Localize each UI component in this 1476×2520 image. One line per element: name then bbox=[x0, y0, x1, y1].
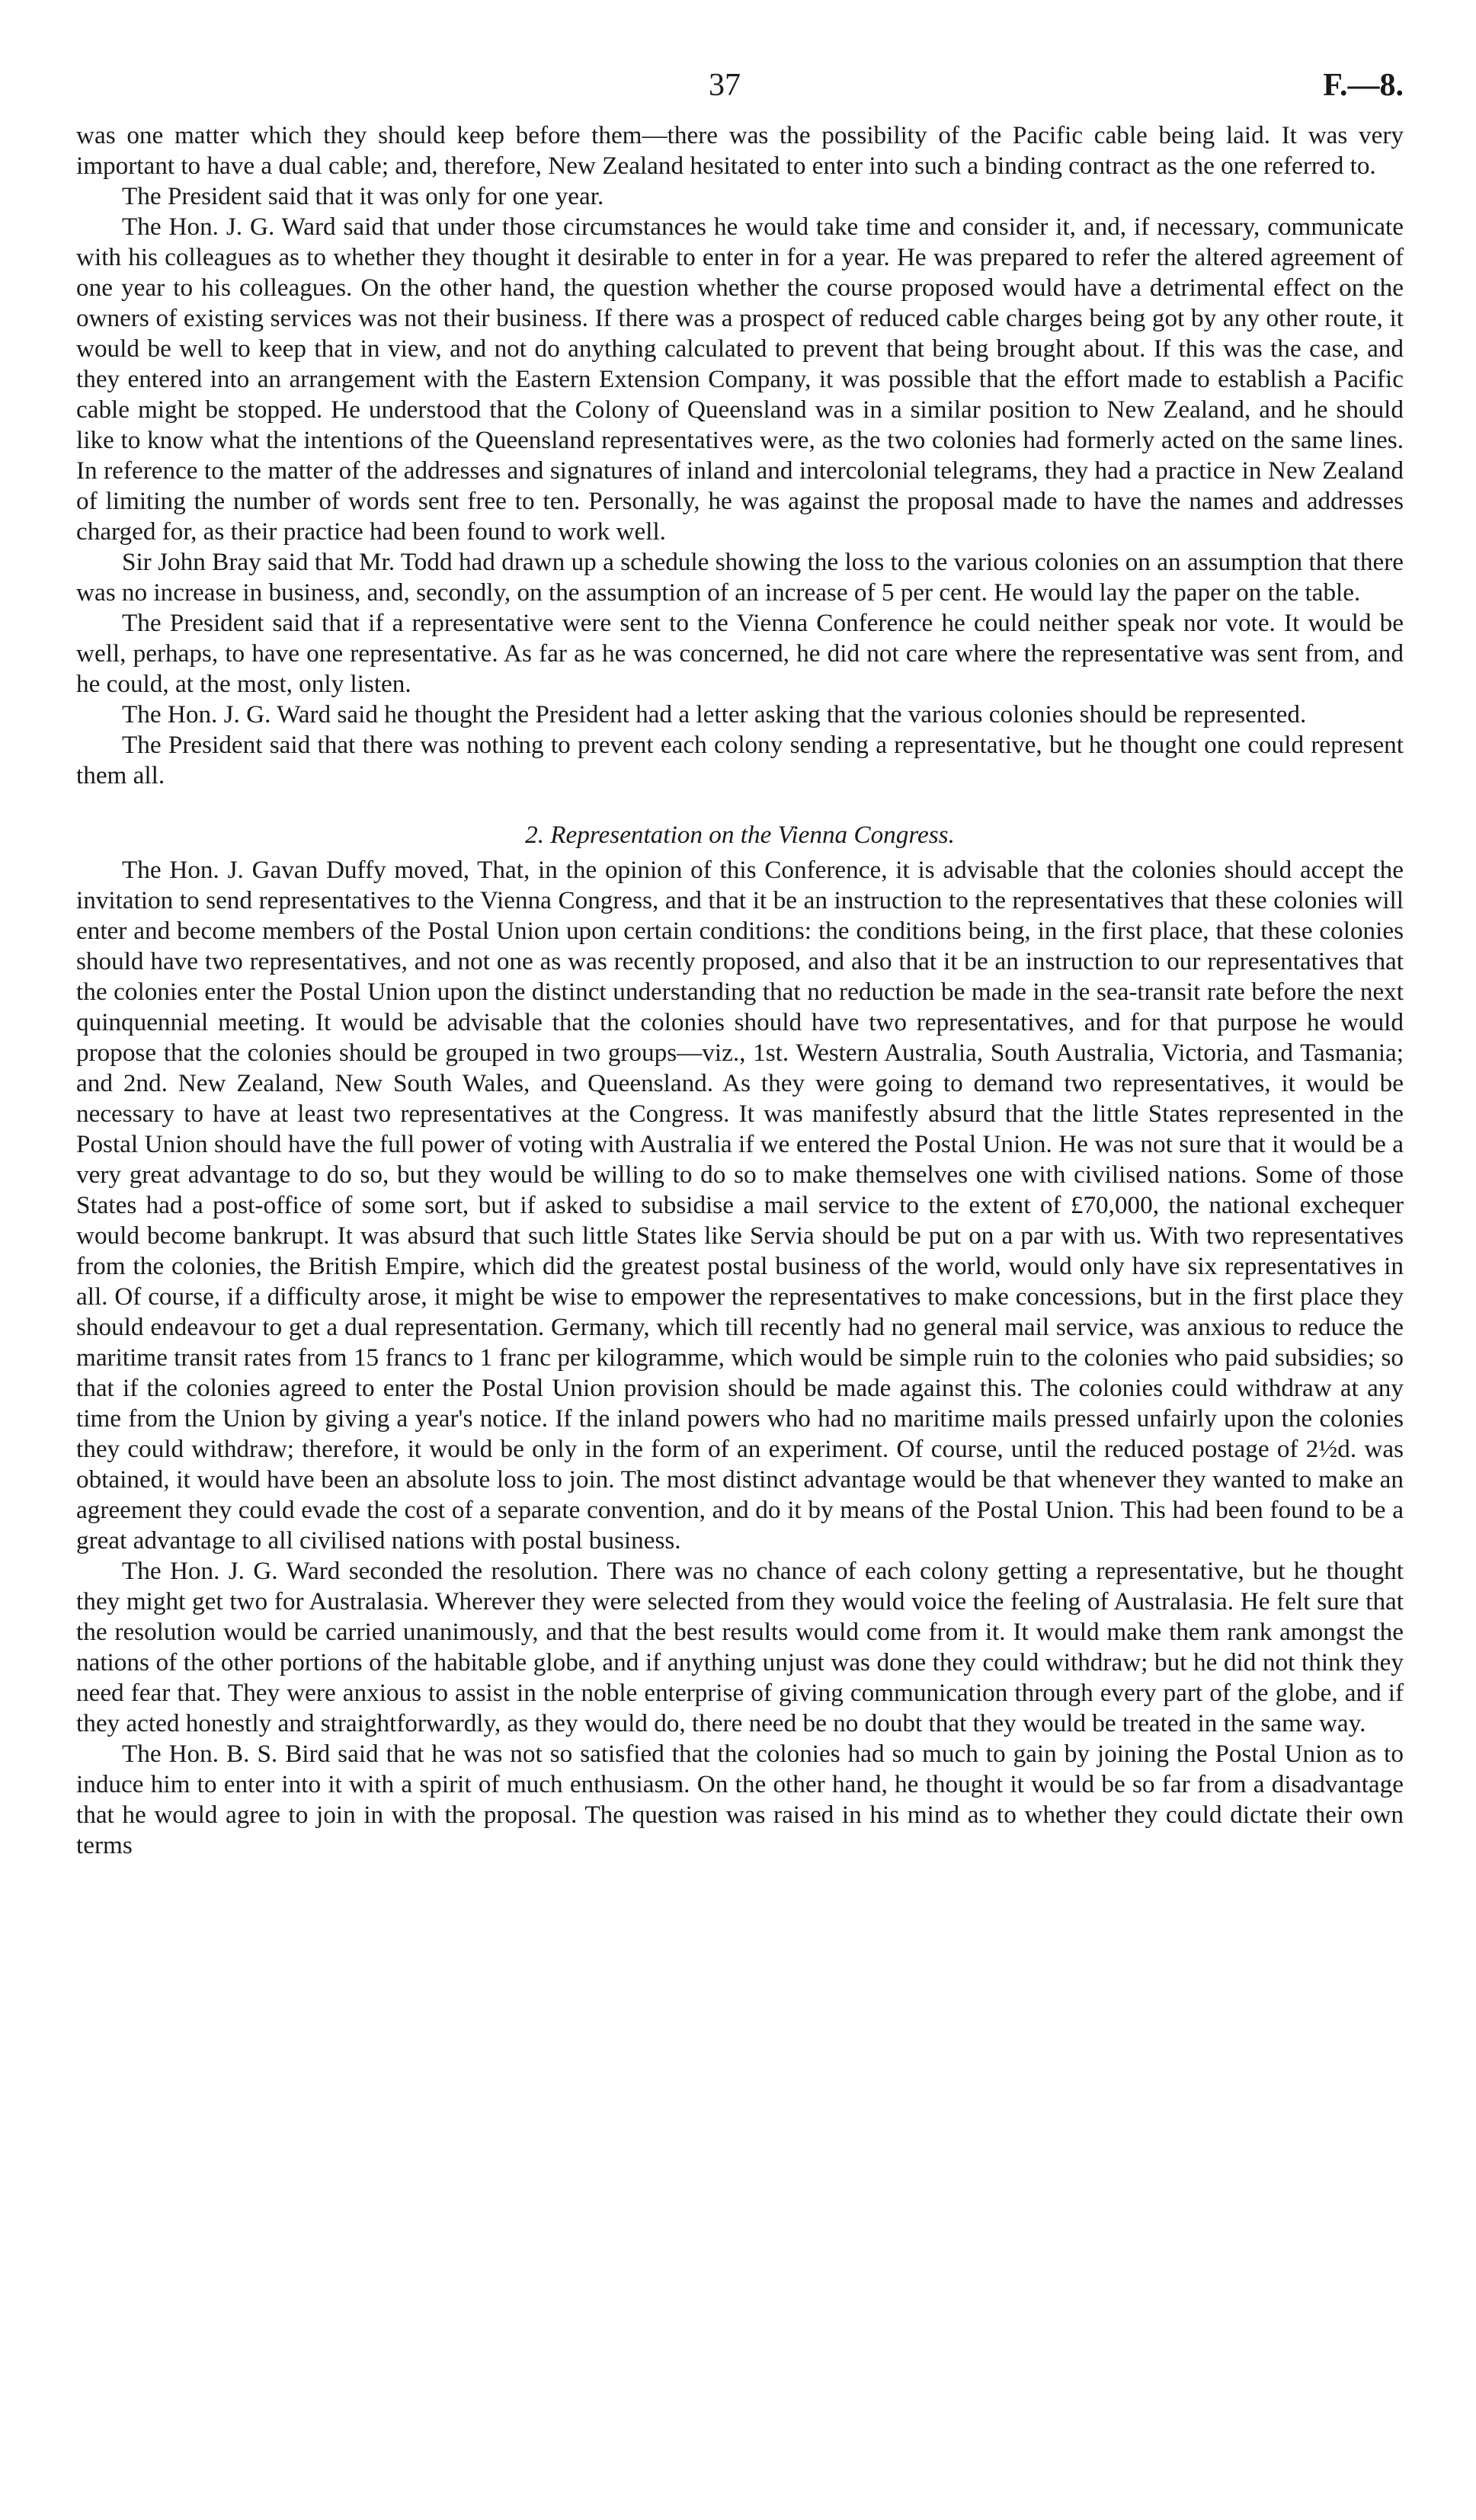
paragraph: The President said that if a representative were sent to the Vienna Conference he could neither speak nor vote. It would be well, perhaps, to have one representative. As far as he was concerned, he did not care where the representative was sent from, and he could, at the most, only listen. bbox=[76, 609, 1404, 698]
page-number: 37 bbox=[709, 68, 741, 103]
paragraph: The Hon. J. G. Ward seconded the resolution. There was no chance of each colony getting a representative, but he thought they might get two for Australasia. Wherever they were selected from they would voice the feeling of Australasia. He felt sure that the resolution would be carried unanimously, and that the best results would come from it. It would make them rank amongst the nations of the other portions of the habitable globe, and if anything unjust was done they could withdraw; but he did not think they need fear that. They were anxious to assist in the noble enterprise of giving communication through every part of the globe, and if they acted honestly and straightforwardly, as they would do, there need be no doubt that they would be treated in the same way. bbox=[76, 1557, 1404, 1737]
paragraph-continuation: was one matter which they should keep before them—there was the possibility of the Pacific cable being laid. It was very important to have a dual cable; and, therefore, New Zealand hesitated to enter into such a binding contract as the one referred to. bbox=[76, 121, 1404, 180]
paragraph: The President said that there was nothing to prevent each colony sending a representative, but he thought one could represent them all. bbox=[76, 731, 1404, 789]
paragraph: The Hon. J. G. Ward said that under those circumstances he would take time and consider it, and, if necessary, communicate with his colleagues as to whether they thought it desirable to enter in for a year. He was prepared to refer the altered agreement of one year to his colleagues. On the other hand, the question whether the course proposed would have a detrimental effect on the owners of existing services was not their business. If there was a prospect of reduced cable charges being got by any other route, it would be well to keep that in view, and not do anything calculated to prevent that being brought about. If this was the case, and they entered into an arrangement with the Eastern Extension Company, it was possible that the effort made to establish a Pacific cable might be stopped. He understood that the Colony of Queensland was in a similar position to New Zealand, and he should like to know what the intentions of the Queensland representatives were, as the two colonies had formerly acted on the same lines. In reference to the matter of the addresses and signatures of inland and intercolonial telegrams, they had a practice in New Zealand of limiting the number of words sent free to ten. Personally, he was against the proposal made to have the names and addresses charged for, as their practice had been found to work well. bbox=[76, 213, 1404, 546]
section-heading: 2. Representation on the Vienna Congress. bbox=[525, 821, 955, 849]
paragraph: The Hon. J. Gavan Duffy moved, That, in the opinion of this Conference, it is advisable that the colonies should accept the invitation to send representatives to the Vienna Congress, and that it be an instruction to the representatives that these colonies will enter and become members of the Postal Union upon certain conditions: the conditions being, in the first place, that these colonies should have two representatives, and not one as was recently proposed, and also that it be an instruction to our representatives that the colonies enter the Postal Union upon the distinct understanding that no reduction be made in the sea-transit rate before the next quinquennial meeting. It would be advisable that the colonies should have two representatives, and for that purpose he would propose that the colonies should be grouped in two groups—viz., 1st. Western Australia, South Australia, Victoria, and Tasmania; and 2nd. New Zealand, New South Wales, and Queensland. As they were going to demand two representatives, it would be necessary to have at least two representatives at the Congress. It was manifestly absurd that the little States represented in the Postal Union should have the full power of voting with Australia if we entered the Postal Union. He was not sure that it would be a very great advantage to do so, but they would be willing to do so to make themselves one with civilised nations. Some of those States had a post-office of some sort, but if asked to subsidise a mail service to the extent of £70,000, the national exchequer would become bankrupt. It was absurd that such little States like Servia should be put on a par with us. With two representatives from the colonies, the British Empire, which did the greatest postal business of the world, would only have six representatives in all. Of course, if a difficulty arose, it might be wise to empower the representatives to make concessions, but in the first place they should endeavour to get a dual representation. Germany, which till recently had no general mail service, was anxious to reduce the maritime transit rates from 15 francs to 1 franc per kilogramme, which would be simple ruin to the colonies who paid subsidies; so that if the colonies agreed to enter the Postal Union provision should be made against this. The colonies could withdraw at any time from the Union by giving a year's notice. If the inland powers who had no maritime mails pressed unfairly upon the colonies they could withdraw; therefore, it would be only in the form of an experiment. Of course, until the reduced postage of 2½d. was obtained, it would have been an absolute loss to join. The most distinct advantage would be that whenever they wanted to make an agreement they could evade the cost of a separate convention, and do it by means of the Postal Union. This had been found to be a great advantage to all civilised nations with postal business. bbox=[76, 856, 1404, 1555]
page-header bbox=[76, 67, 1404, 120]
document-reference: F.—8. bbox=[1323, 68, 1404, 103]
body-text bbox=[76, 120, 1404, 1861]
paragraph: The Hon. J. G. Ward said he thought the President had a letter asking that the various colonies should be represented. bbox=[122, 700, 1307, 728]
paragraph: Sir John Bray said that Mr. Todd had drawn up a schedule showing the loss to the various colonies on an assumption that there was no increase in business, and, secondly, on the assumption of an increase of 5 per cent. He would lay the paper on the table. bbox=[76, 548, 1404, 607]
paragraph: The President said that it was only for one year. bbox=[122, 182, 604, 210]
document-page bbox=[76, 67, 1404, 1861]
paragraph: The Hon. B. S. Bird said that he was not so satisfied that the colonies had so much to gain by joining the Postal Union as to induce him to enter into it with a spirit of much enthusiasm. On the other hand, he thought it would be so far from a disadvantage that he would agree to join in with the proposal. The question was raised in his mind as to whether they could dictate their own terms bbox=[76, 1740, 1404, 1859]
